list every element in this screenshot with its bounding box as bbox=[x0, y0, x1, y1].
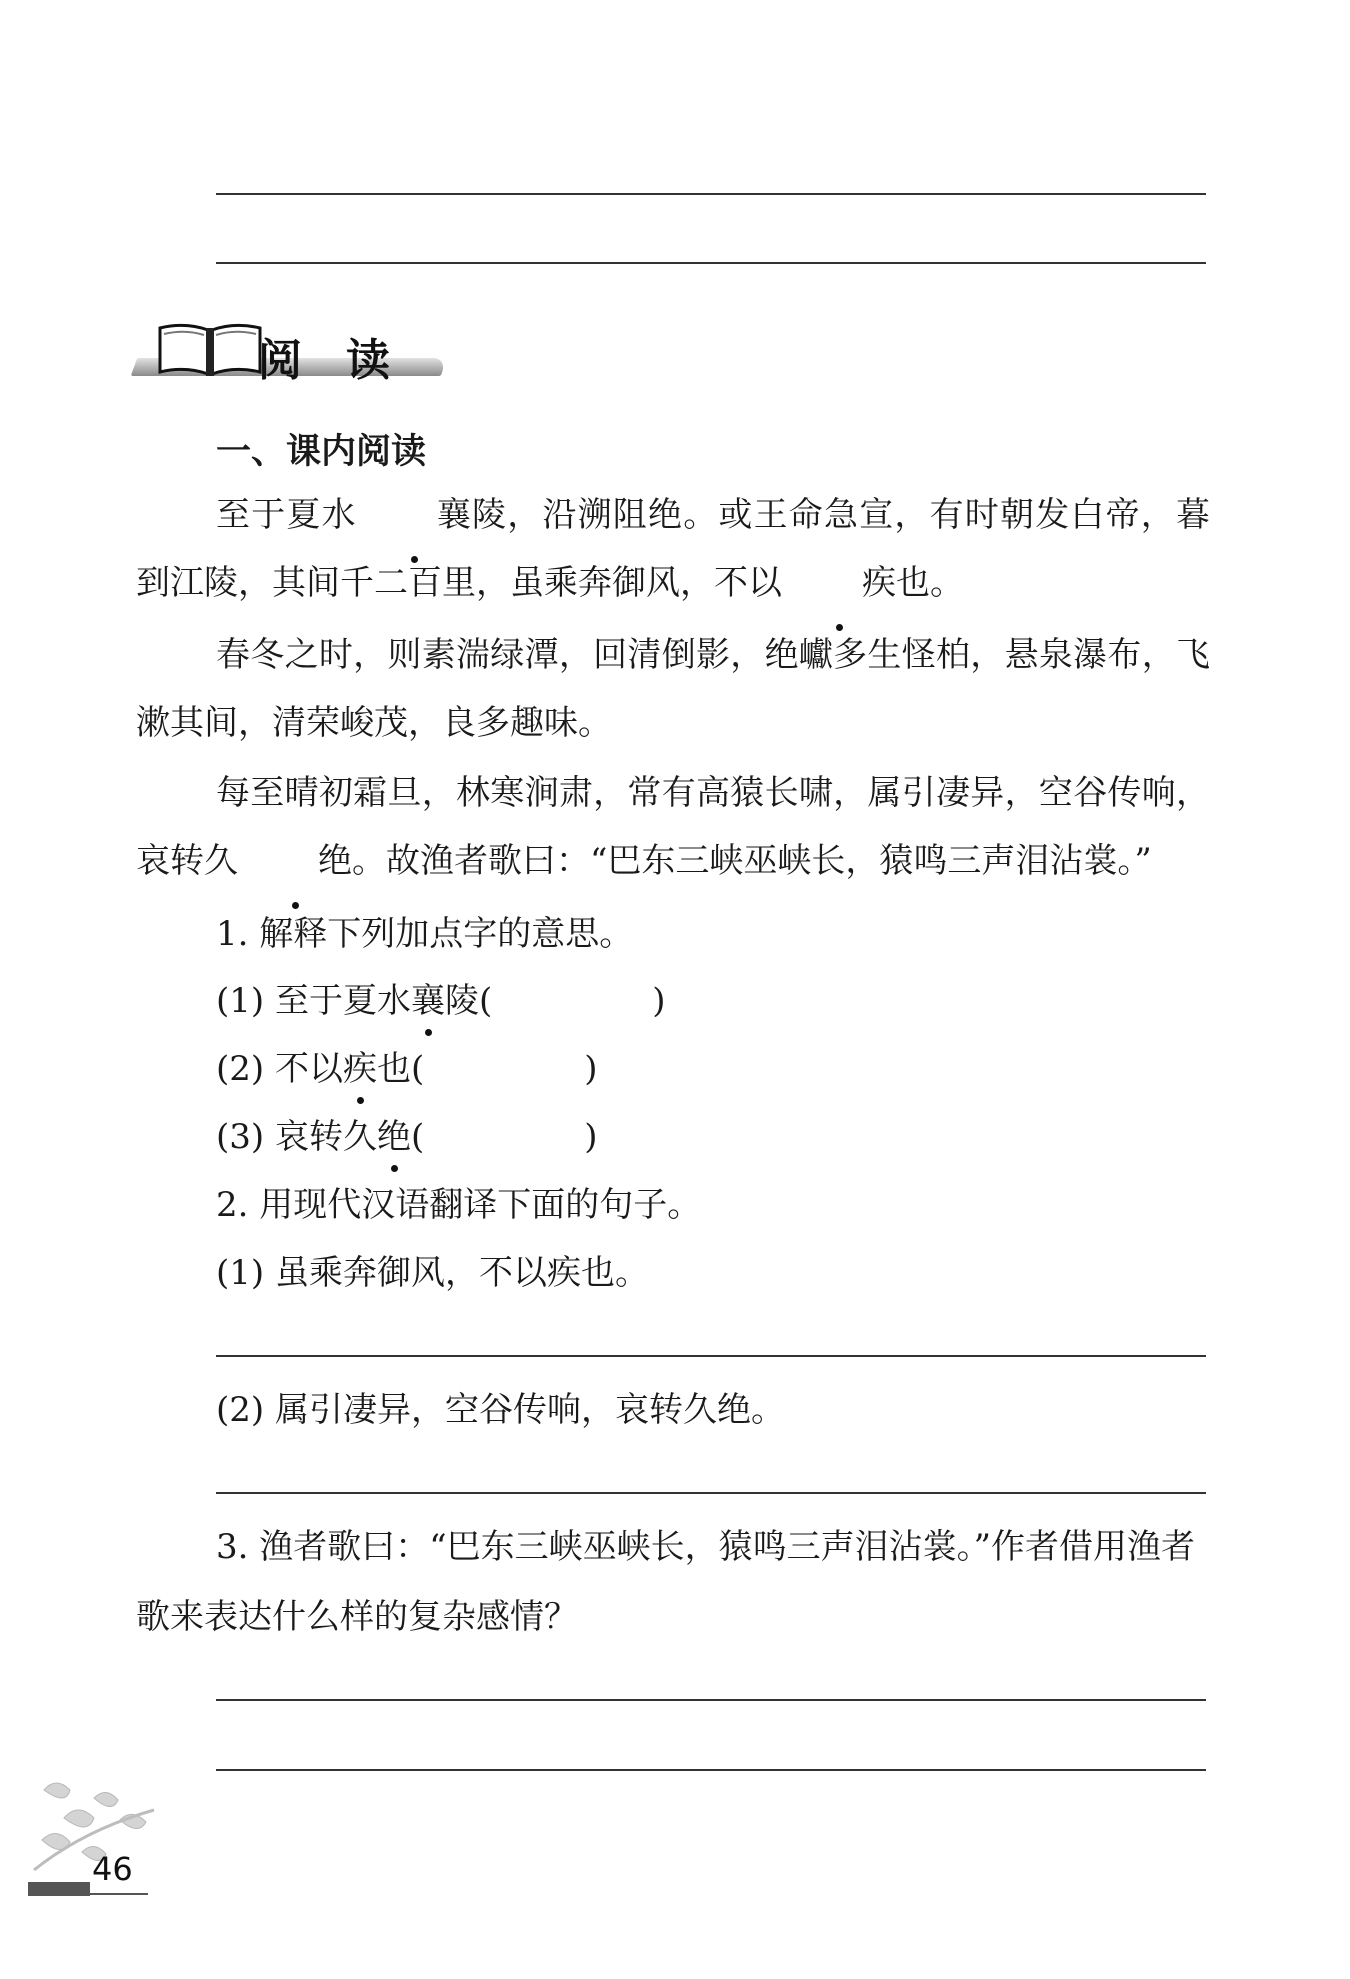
answer-line[interactable] bbox=[216, 1492, 1206, 1494]
answer-line bbox=[216, 193, 1206, 195]
dotted-char: 襄 bbox=[357, 481, 471, 549]
answer-line[interactable] bbox=[216, 1699, 1206, 1701]
question-1-item-2: (2) 不以疾也( ) bbox=[216, 1041, 598, 1090]
question-1-item-3: (3) 哀转久绝( ) bbox=[216, 1109, 598, 1158]
section-heading: 一、课内阅读 bbox=[216, 432, 427, 472]
open-book-icon bbox=[150, 320, 270, 380]
answer-line[interactable] bbox=[216, 1769, 1206, 1771]
question-3-prompt: 3. 渔者歌曰：“巴东三峡巫峡长，猿鸣三声泪沾裳。”作者借用渔者歌来表达什么样的复杂感情？ bbox=[136, 1527, 1196, 1637]
passage-paragraph-2: 春冬之时，则素湍绿潭，回清倒影，绝巘多生怪柏，悬泉瀑布，飞漱其间，清荣峻茂，良多趣味。 bbox=[136, 635, 1210, 743]
footer-bar bbox=[28, 1882, 90, 1896]
answer-line[interactable] bbox=[216, 1355, 1206, 1357]
dotted-char: 襄 bbox=[411, 973, 445, 1022]
passage-paragraph-3: 每至晴初霜旦，林寒涧肃，常有高猿长啸，属引凄异，空谷传响，哀转久 绝。故渔者歌曰：“巴东三峡巫峡长，猿鸣三声泪沾裳。” bbox=[136, 759, 1210, 895]
dotted-char: 绝 bbox=[238, 827, 352, 895]
footer-underline bbox=[88, 1893, 148, 1895]
passage-paragraph-1: 至于夏水 襄陵，沿溯阻绝。或王命急宣，有时朝发白帝，暮到江陵，其间千二百里，虽乘奔御风，不以 疾也。 bbox=[136, 481, 1210, 617]
question-1-item-1: (1) 至于夏水襄陵( ) bbox=[216, 973, 666, 1022]
section-title: 阅 读 bbox=[258, 335, 390, 386]
answer-line bbox=[216, 262, 1206, 264]
page-number: 46 bbox=[92, 1850, 133, 1888]
dotted-char: 疾 bbox=[782, 549, 896, 617]
question-1-prompt: 1. 解释下列加点字的意思。 bbox=[216, 914, 634, 954]
dotted-char: 疾 bbox=[343, 1041, 377, 1090]
question-2-prompt: 2. 用现代汉语翻译下面的句子。 bbox=[216, 1185, 702, 1225]
dotted-char: 绝 bbox=[377, 1109, 411, 1158]
section-banner bbox=[132, 318, 452, 384]
question-2-item-1: (1) 虽乘奔御风，不以疾也。 bbox=[216, 1253, 649, 1293]
question-2-item-2: (2) 属引凄异，空谷传响，哀转久绝。 bbox=[216, 1390, 785, 1430]
